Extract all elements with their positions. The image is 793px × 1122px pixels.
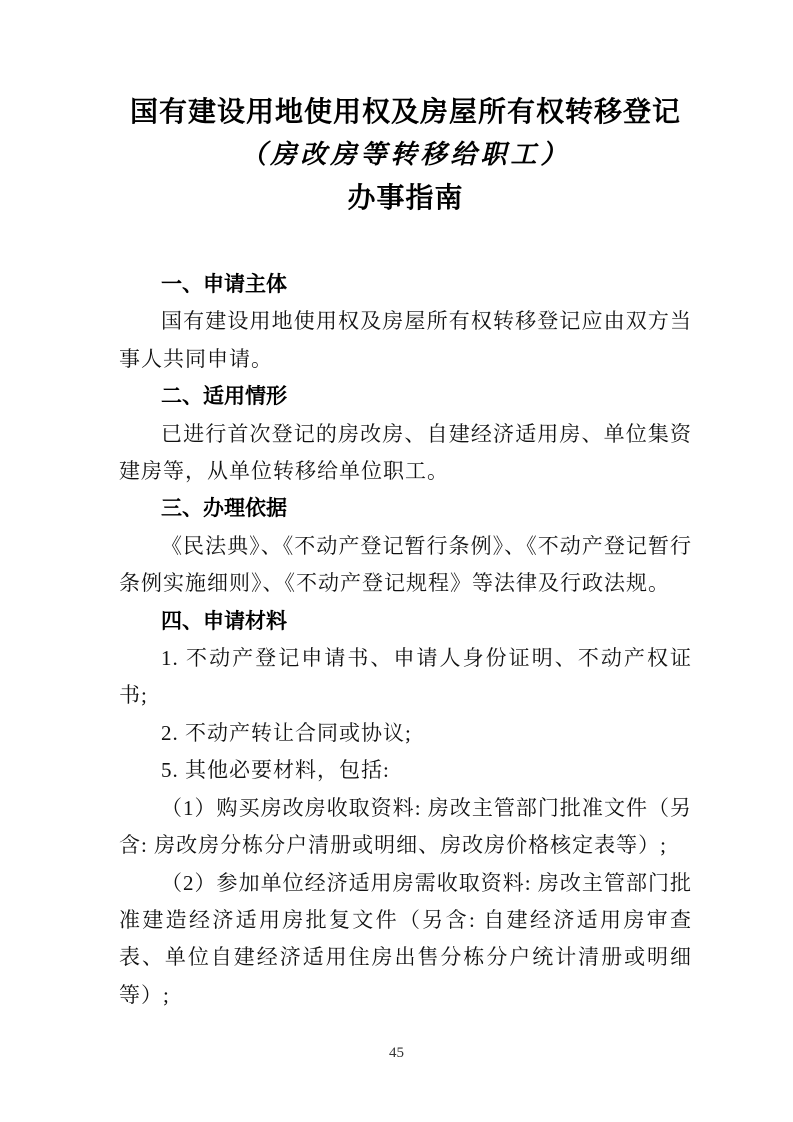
document-title [119,90,692,219]
section-heading: 三、办理依据 [161,497,287,521]
title-line-3: 办事指南 [347,182,464,213]
paragraph: 国有建设用地使用权及房屋所有权转移登记应由双方当事人共同申请。 [119,309,692,371]
section-applicable-situations [119,378,692,490]
list-item: （1）购买房改房收取资料: 房改主管部门批准文件（另含: 房改房分栋分户清册或明细、房改房价格核定表等）; [119,795,692,858]
paragraph: 《民法典》、《不动产登记暂行条例》、《不动产登记暂行条例实施细则》、《不动产登记规程》等法律及行政法规。 [119,533,692,596]
page-number: 45 [389,1045,404,1061]
document-body [119,266,692,1014]
list-item: 1. 不动产登记申请书、申请人身份证明、不动产权证书; [119,646,692,708]
title-line-1: 国有建设用地使用权及房屋所有权转移登记 [129,96,681,127]
section-heading: 一、申请主体 [161,273,287,296]
section-heading: 二、适用情形 [161,385,287,409]
section-application-materials [119,603,692,1014]
section-heading: 四、申请材料 [161,609,287,633]
section-application-subject [119,266,692,378]
list-item: 5. 其他必要材料，包括: [161,758,390,783]
title-line-2: （房改房等转移给职工） [240,140,571,169]
list-item: 2. 不动产转让合同或协议; [161,720,412,745]
paragraph: 已进行首次登记的房改房、自建经济适用房、单位集资建房等，从单位转移给单位职工。 [119,421,692,484]
list-item: （2）参加单位经济适用房需收取资料: 房改主管部门批准建造经济适用房批复文件（另含: 自建经济适用房审查表、单位自建经济适用住房出售分栋分户统计清册或明细等）; [119,870,692,1007]
section-legal-basis [119,490,692,602]
page-content [119,90,692,1014]
